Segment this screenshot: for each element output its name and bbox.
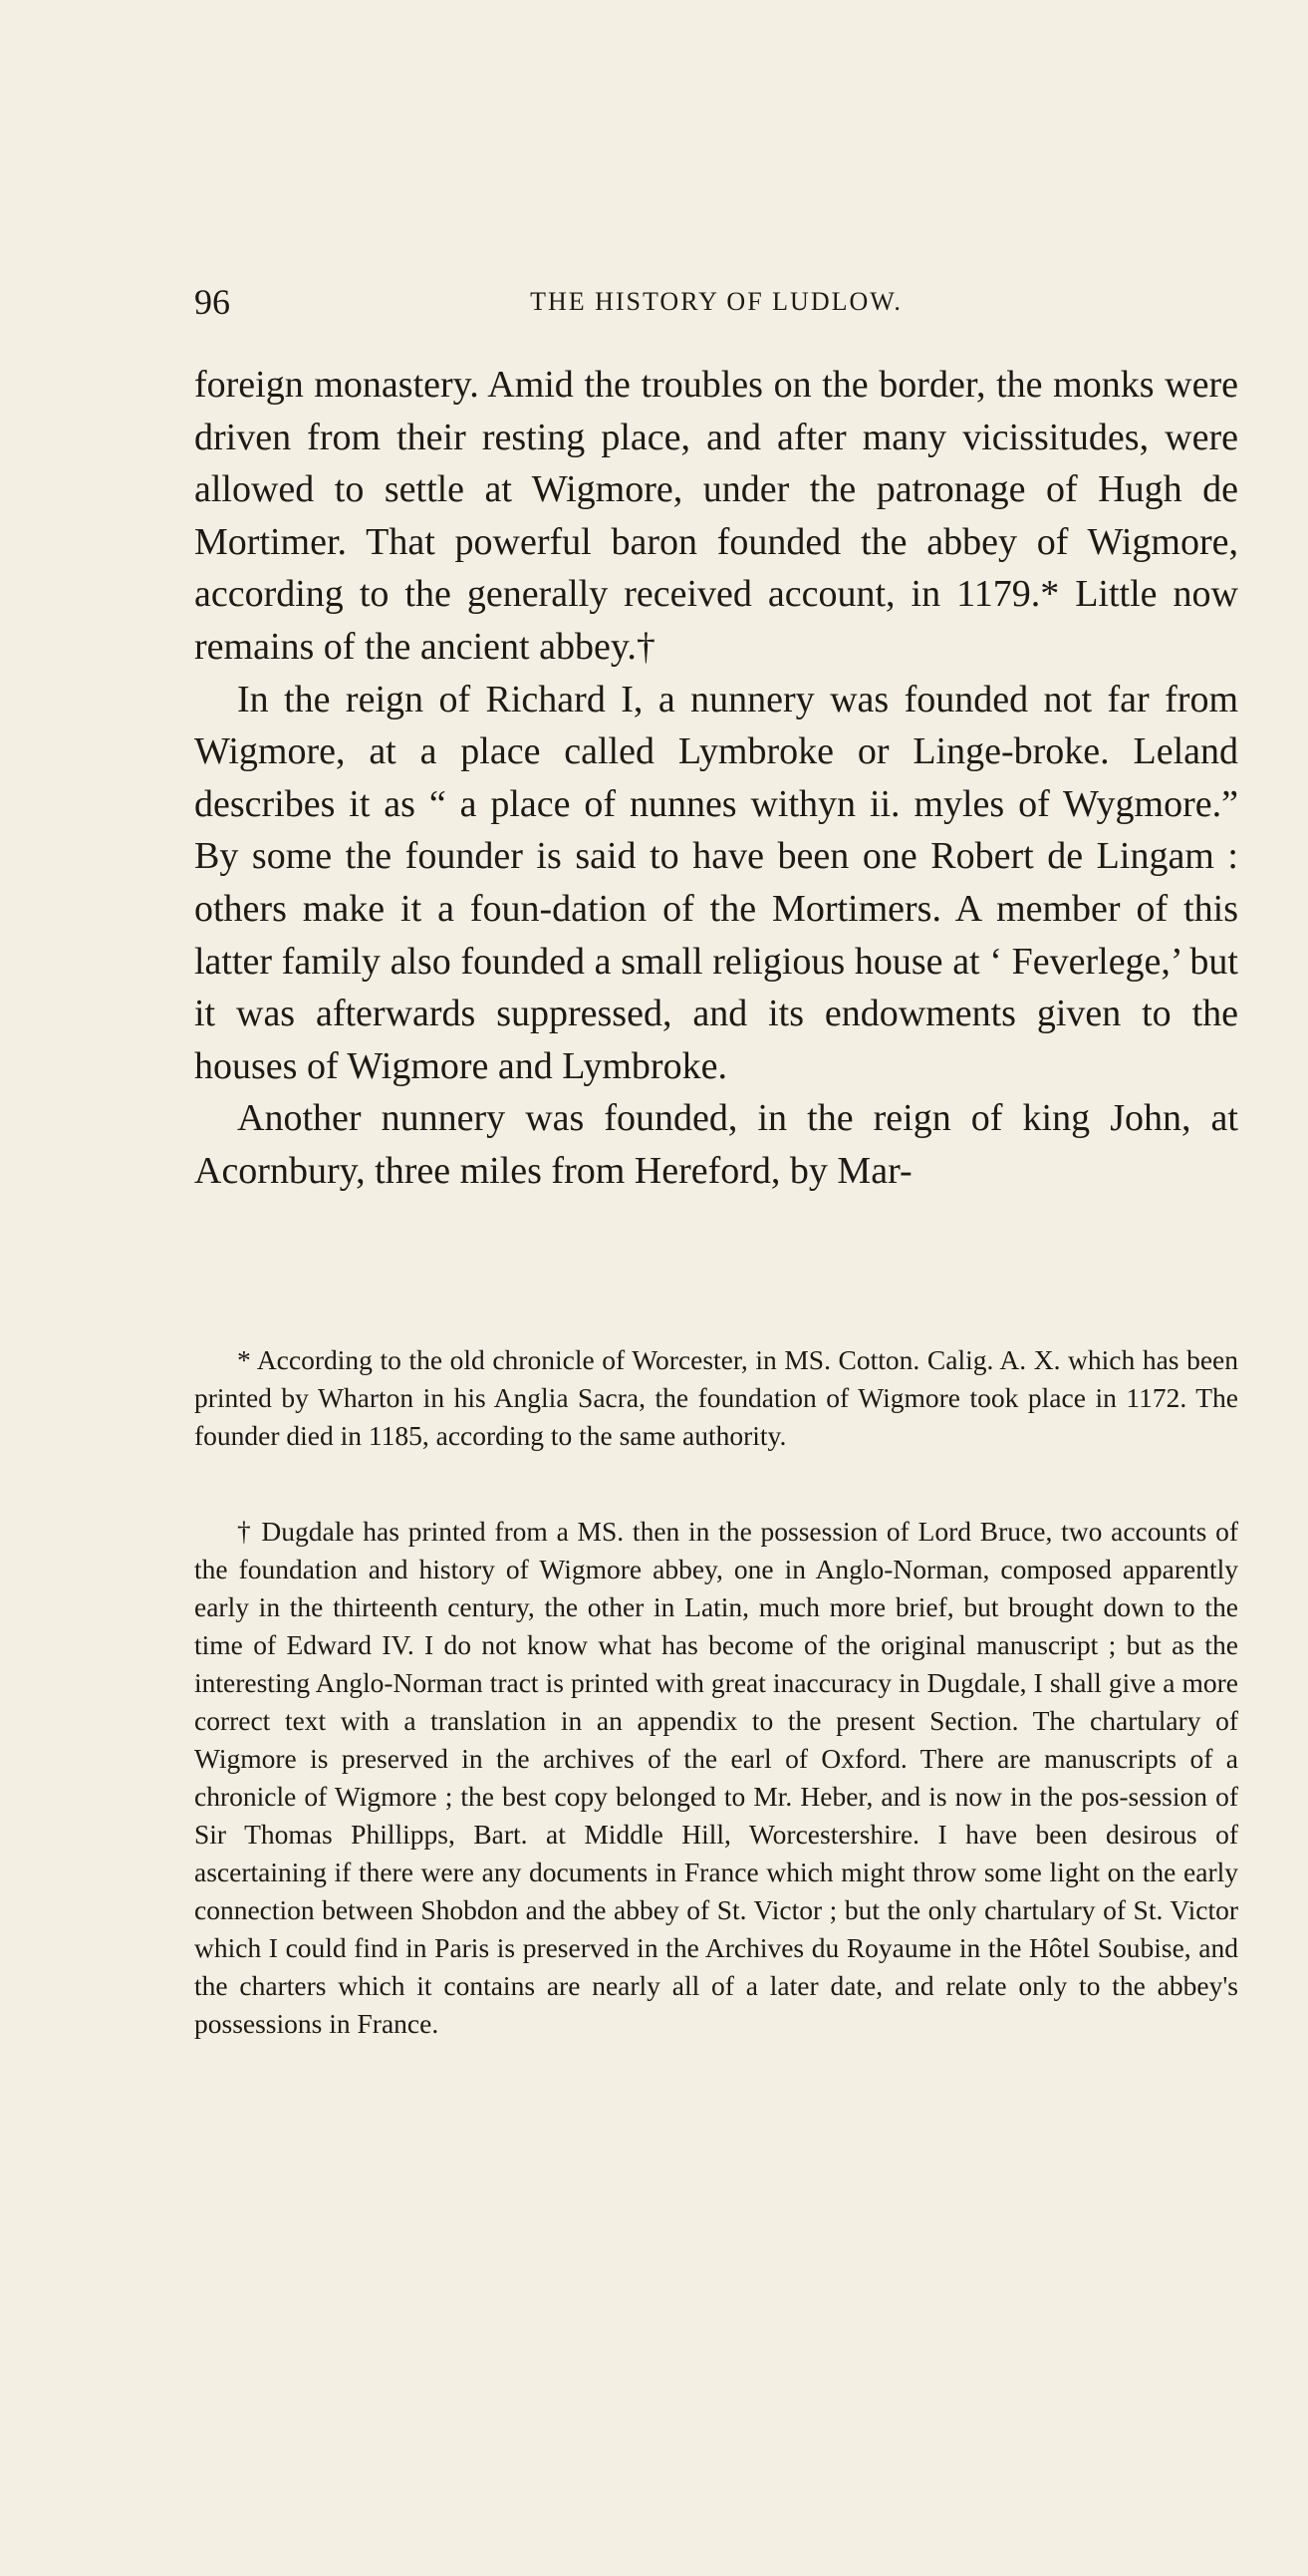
footnotes [194,1341,1238,2043]
paragraph-2: In the reign of Richard I, a nunnery was founded not far from Wigmore, at a place called Lymbroke or Linge-broke. Leland describes it as “ a place of nunnes withyn ii. myles of Wygmore.” By some the founder is said to have been one Robert de Lingam : others make it a foun-dation of the Mortimers. A member of this latter family also founded a small religious house at ‘ Feverlege,’ but it was afterwards suppressed, and its endowments given to the houses of Wigmore and Lymbroke. [194,678,1238,1087]
page-number: 96 [194,282,230,322]
paragraph-1: foreign monastery. Amid the troubles on the border, the monks were driven from their resting place, and after many vicissitudes, were allowed to settle at Wigmore, under the patronage of Hugh de Mortimer. That powerful baron founded the abbey of Wigmore, according to the generally received account, in 1179.* Little now remains of the ancient abbey.† [194,364,1238,668]
main-text [194,359,1238,1198]
footnote-dagger: † Dugdale has printed from a MS. then in the possession of Lord Bruce, two accounts of the foundation and history of Wigmore abbey, one in Anglo-Norman, composed apparently early in the thirteenth century, the other in Latin, much more brief, but brought down to the time of Edward IV. I do not know what has become of the original manuscript ; but as the interesting Anglo-Norman tract is printed with great inaccuracy in Dugdale, I shall give a more correct text with a translation in an appendix to the present Section. The chartulary of Wigmore is preserved in the archives of the earl of Oxford. There are manuscripts of a chronicle of Wigmore ; the best copy belonged to Mr. Heber, and is now in the pos-session of Sir Thomas Phillipps, Bart. at Middle Hill, Worcestershire. I have been desirous of ascertaining if there were any documents in France which might throw some light on the early connection between Shobdon and the abbey of St. Victor ; but the only chartulary of St. Victor which I could find in Paris is preserved in the Archives du Royaume in the Hôtel Soubise, and the charters which it contains are nearly all of a later date, and relate only to the abbey's possessions in France. [194,1516,1238,2039]
footnote-asterisk: * According to the old chronicle of Worcester, in MS. Cotton. Calig. A. X. which has been printed by Wharton in his Anglia Sacra, the foundation of Wigmore took place in 1172. The founder died in 1185, according to the same authority. [194,1344,1238,1451]
page-header [194,281,1238,331]
running-head: THE HISTORY OF LUDLOW. [530,287,903,316]
paragraph-3: Another nunnery was founded, in the reign of king John, at Acornbury, three miles from Hereford, by Mar- [194,1097,1238,1192]
